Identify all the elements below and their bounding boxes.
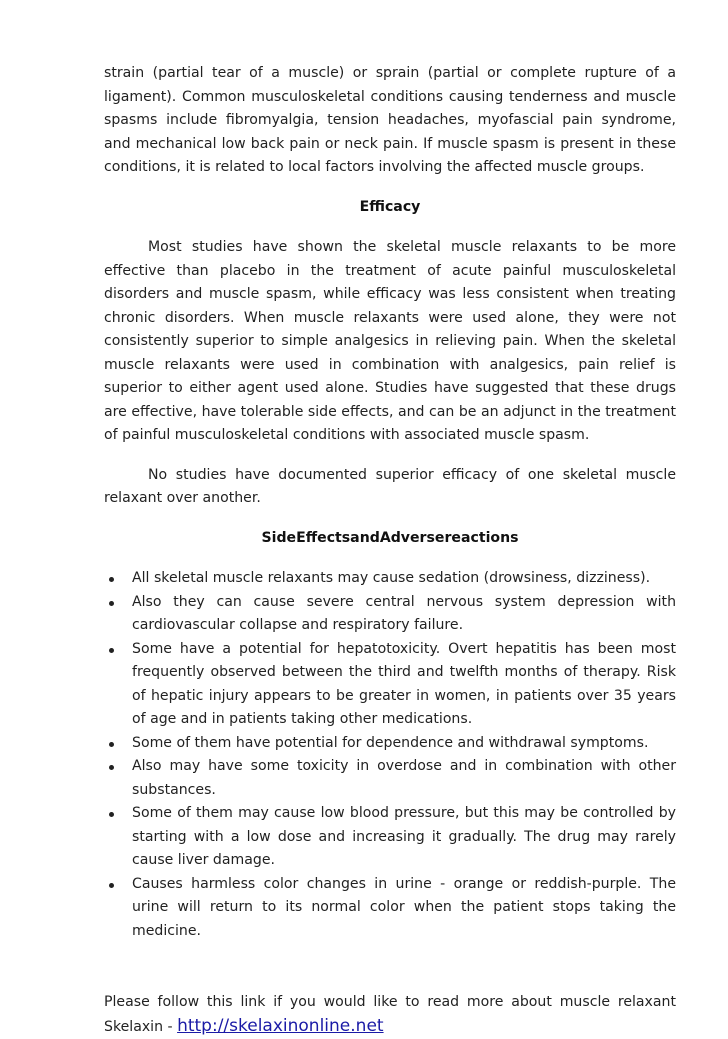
document-page (104, 62, 676, 1039)
bullet-icon (109, 742, 114, 747)
side-effects-heading: SideEffectsandAdversereactions (261, 529, 519, 546)
list-item-text: Also they can cause severe central nervous system depression with cardiovascular collapse and respiratory failure. (132, 593, 676, 633)
list-item (104, 638, 676, 732)
list-item-text: All skeletal muscle relaxants may cause sedation (drowsiness, dizziness). (132, 570, 651, 586)
list-item (104, 802, 676, 873)
list-item-text: Also may have some toxicity in overdose and in combination with other substances. (132, 758, 676, 798)
list-item (104, 591, 676, 638)
bullet-icon (109, 648, 114, 653)
skelaxin-link[interactable]: http://skelaxinonline.net (177, 1015, 384, 1036)
bullet-icon (109, 577, 114, 582)
footer-text: Please follow this link if you would like to read more about muscle relaxant Skelaxin - (104, 994, 676, 1035)
list-item-text: Some of them may cause low blood pressure, but this may be controlled by starting with a low dose and increasing it gradually. The drug may rarely cause liver damage. (132, 805, 676, 868)
list-item (104, 732, 676, 756)
side-effects-list (104, 567, 676, 943)
bullet-icon (109, 601, 114, 606)
efficacy-heading: Efficacy (359, 198, 421, 215)
efficacy-paragraph-2: No studies have documented superior efficacy of one skeletal muscle relaxant over another. (104, 466, 676, 506)
list-item-text: Causes harmless color changes in urine - orange or reddish-purple. The urine will return to its normal color when the patient stops taking the medicine. (132, 875, 676, 939)
efficacy-paragraph-1: Most studies have shown the skeletal muscle relaxants to be more effective than placebo in the treatment of acute painful musculoskeletal disorders and muscle spasm, while efficacy was less consistent when treating chronic disorders. When muscle relaxants were used alone, they were not consistently superior to simple analgesics in relieving pain. When the skeletal muscle relaxants were used in combination with analgesics, pain relief is superior to either agent used alone. Studies have suggested that these drugs are effective, have tolerable side effects, and can be an adjunct in the treatment of painful musculoskeletal conditions with associated muscle spasm. (104, 239, 676, 443)
list-item (104, 873, 676, 944)
bullet-icon (109, 883, 114, 888)
list-item (104, 755, 676, 802)
footer-paragraph (104, 991, 676, 1039)
bullet-icon (109, 765, 114, 770)
list-item-text: Some have a potential for hepatotoxicity. Overt hepatitis has been most frequently observed between the third and twelfth months of therapy. Risk of hepatic injury appears to be greater in women, in patients over 35 years of age and in patients taking other medications. (132, 640, 676, 727)
list-item-text: Some of them have potential for dependence and withdrawal symptoms. (132, 734, 649, 751)
intro-paragraph: strain (partial tear of a muscle) or sprain (partial or complete rupture of a ligament). Common musculoskeletal conditions causing tenderness and muscle spasms include fibromyalgia, tension headaches, myofascial pain syndrome, and mechanical low back pain or neck pain. If muscle spasm is present in these conditions, it is related to local factors involving the affected muscle groups. (104, 65, 676, 175)
list-item (104, 567, 676, 591)
bullet-icon (109, 812, 114, 817)
